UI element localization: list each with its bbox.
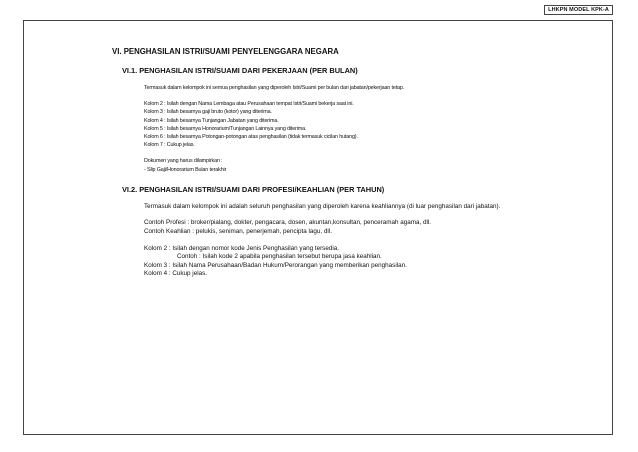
vi2-kolom-4: Kolom 4 : Cukup jelas.: [144, 270, 207, 278]
vi2-intro: Termasuk dalam kelompok ini adalah seluruh penghasilan yang diperoleh karena keahliannya (di luar penghasilan dari jabatan).: [144, 202, 501, 210]
vi1-column-item: Kolom 2 : Isilah dengan Nama Lembaga atau Perusahaan tempat Istri/Suami bekerja saat ini.: [144, 101, 354, 108]
vi1-column-item: Kolom 4 : Isilah besarnya Tunjangan Jabatan yang diterima.: [144, 117, 279, 124]
vi1-column-list: [144, 100, 592, 149]
subsection-vi1: [122, 66, 592, 279]
vi1-docs-title: Dokumen yang harus dilampirkan :: [144, 158, 223, 165]
subsection-vi1-title: VI.1. PENGHASILAN ISTRI/SUAMI DARI PEKERJAAN (PER BULAN): [122, 66, 358, 75]
vi1-column-item: Kolom 5 : Isilah besarnya Honorarium/Tunjangan Lainnya yang diterima.: [144, 125, 307, 132]
subsection-vi1-body: [144, 84, 592, 174]
vi2-kolom-2: Kolom 2 : Isilah dengan nomor kode Jenis Penghasilan yang tersedia.: [144, 244, 339, 252]
section-title: VI. PENGHASILAN ISTRI/SUAMI PENYELENGGARA NEGARA: [112, 47, 339, 56]
vi1-documents: [144, 157, 592, 173]
vi2-kolom-3: Kolom 3 : Isilah Nama Perusahaan/Badan Hukum/Perorangan yang memberikan penghasilan.: [144, 261, 407, 269]
vi2-contoh-profesi: Contoh Profesi : broker/pialang, dokter, pengacara, dosen, akuntan,konsultan, penceramah agama, dll.: [144, 219, 432, 227]
subsection-vi2-title: VI.2. PENGHASILAN ISTRI/SUAMI DARI PROFESI/KEAHLIAN (PER TAHUN): [122, 184, 385, 194]
subsection-vi2-body: [144, 203, 592, 279]
vi2-kolom-2-example: Contoh : Isilah kode 2 apabila penghasilan tersebut berupa jasa keahlian.: [177, 253, 382, 261]
vi2-column-list: [144, 245, 592, 279]
vi1-column-item: Kolom 6 : Isilah besarnya Potongan-potongan atas penghasilan (tidak termasuk cicilan hutang).: [144, 134, 358, 141]
vi1-docs-item: - Slip Gaji/Honorarium Bulan terakhir: [144, 166, 227, 173]
vi1-column-item: Kolom 3 : Isilah besarnya gaji bruto (kotor) yang diterima.: [144, 109, 272, 116]
vi1-intro: Termasuk dalam kelompok ini semua penghasilan yang diperoleh Istri/Suami per bulan dari jabatan/pekerjaan tetap.: [144, 85, 405, 91]
vi2-examples: [144, 219, 592, 236]
form-code-badge: LHKPN MODEL KPK-A: [544, 5, 613, 15]
vi2-contoh-keahlian: Contoh Keahlian : pelukis, seniman, penerjemah, pencipta lagu, dll.: [144, 228, 332, 236]
vi1-column-item: Kolom 7 : Cukup jelas.: [144, 142, 195, 149]
document-content: [112, 47, 592, 287]
